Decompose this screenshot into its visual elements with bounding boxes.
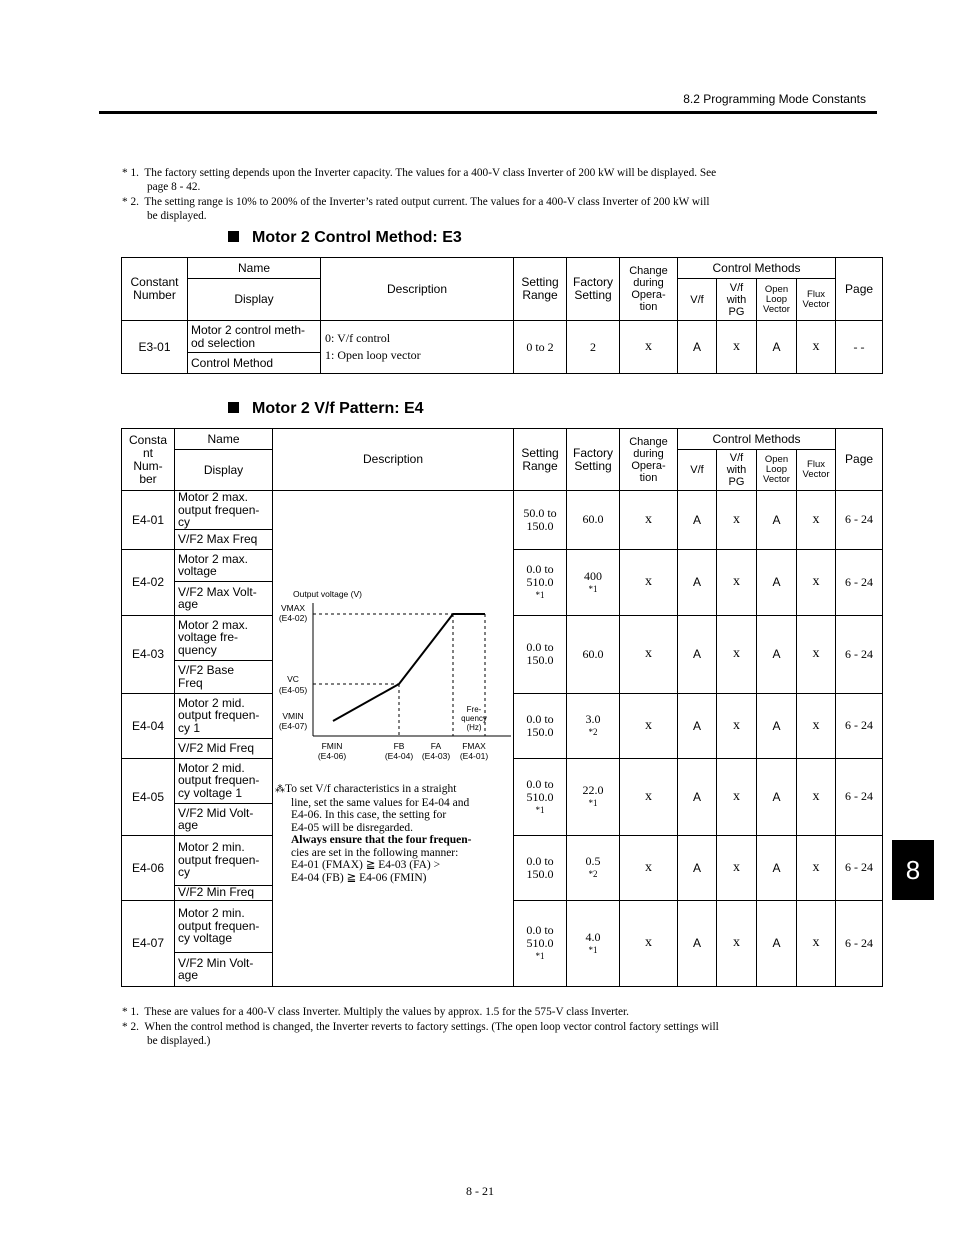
header-control-methods: Control Methods (678, 258, 836, 279)
fmin-ref: (E4-06) (317, 751, 347, 761)
setting-range: 0 to 2 (514, 321, 567, 374)
factory-setting: 0.5 *2 (567, 835, 620, 900)
header-open-loop-vector: Open Loop Vector (757, 450, 797, 491)
vmax-ref: (E4-02) (278, 613, 308, 623)
vmin-label: VMIN (282, 711, 304, 721)
setting-range: 50.0 to 150.0 (514, 491, 567, 550)
header-display: Display (188, 279, 321, 321)
constant-name: Motor 2 mid. output frequen- cy 1 (175, 693, 273, 738)
method-vf-pg: x (717, 693, 757, 758)
section-title-e3 (228, 229, 462, 247)
constant-display: V/F2 Min Freq (175, 885, 273, 900)
header-flux-vector: Flux Vector (797, 279, 836, 321)
header-vf-with-pg: V/f with PG (717, 450, 757, 491)
square-bullet-icon (228, 402, 239, 413)
constant-display: Control Method (188, 353, 321, 374)
method-flux: x (797, 758, 836, 835)
footnote-cont: page 8 - 42. (147, 181, 201, 193)
method-vf: A (678, 900, 717, 986)
table-row (122, 491, 883, 530)
footnote-cont: be displayed.) (147, 1035, 211, 1047)
method-open-loop: A (757, 758, 797, 835)
fmax-label: FMAX (462, 741, 486, 751)
constant-display: V/F2 Mid Volt- age (175, 803, 273, 835)
header-factory-setting: Factory Setting (567, 429, 620, 491)
fmin-label: FMIN (321, 741, 343, 751)
setting-range: 0.0 to 150.0 (514, 693, 567, 758)
e3-table (121, 257, 883, 374)
footnote-bottom-1 (122, 1005, 782, 1019)
note-line: line, set the same values for E4-04 and (291, 796, 470, 809)
footnote-text: The setting range is 10% to 200% of the Inverter’s rated output current. The values for a 400-V class Inverter of 200 kW will (144, 196, 710, 208)
constant-display: V/F2 Max Freq (175, 529, 273, 549)
fb-ref: (E4-04) (384, 751, 414, 761)
method-vf: A (678, 549, 717, 615)
footnote-ref: *2 (588, 727, 598, 737)
header-control-methods: Control Methods (678, 429, 836, 450)
setting-range: 0.0 to 510.0 *1 (514, 549, 567, 615)
note-line: E4-01 (FMAX) ≧ E4-03 (FA) > (291, 859, 441, 871)
method-flux: x (797, 321, 836, 374)
freq-label-3: (Hz) (466, 723, 482, 732)
setting-range: 0.0 to 510.0 *1 (514, 758, 567, 835)
constant-number: E4-02 (122, 549, 175, 615)
change-during-operation: x (620, 321, 678, 374)
page-ref: - - (836, 321, 883, 374)
note-line: E4-06. In this case, the setting for (291, 809, 447, 821)
fb-label: FB (393, 741, 405, 751)
header-rule (99, 111, 877, 114)
method-open-loop: A (757, 835, 797, 900)
page-ref: 6 - 24 (836, 615, 883, 693)
section-title-e4 (228, 400, 424, 418)
factory-setting: 60.0 (567, 491, 620, 550)
freq-label-1: Fre- (466, 705, 482, 714)
constant-description: 0: V/f control 1: Open loop vector (321, 321, 514, 374)
header-setting-range: Setting Range (514, 429, 567, 491)
header-vf: V/f (678, 450, 717, 491)
change-during-operation: x (620, 549, 678, 615)
header-page: Page (836, 258, 883, 321)
change-during-operation: x (620, 835, 678, 900)
method-open-loop: A (757, 693, 797, 758)
footnote-mark: * 1. (122, 1006, 139, 1018)
header-description: Description (273, 429, 514, 491)
vmax-label: VMAX (280, 603, 306, 613)
footnote-text: The factory setting depends upon the Inverter capacity. The values for a 400-V class Inverter of 200 kW will be displayed. See (144, 167, 717, 179)
square-bullet-icon (228, 231, 239, 242)
change-during-operation: x (620, 758, 678, 835)
method-vf-pg: x (717, 491, 757, 550)
method-open-loop: A (757, 549, 797, 615)
header-description: Description (321, 258, 514, 321)
footnote-top-1 (122, 166, 782, 194)
header-factory-setting: Factory Setting (567, 258, 620, 321)
change-during-operation: x (620, 900, 678, 986)
page-ref: 6 - 24 (836, 491, 883, 550)
constant-number: E4-03 (122, 615, 175, 693)
footnote-ref: *2 (588, 869, 598, 879)
constant-display: V/F2 Max Volt- age (175, 581, 273, 615)
constant-number: E4-05 (122, 758, 175, 835)
footnote-ref: *1 (588, 583, 598, 594)
factory-setting: 4.0 *1 (567, 900, 620, 986)
method-vf-pg: x (717, 835, 757, 900)
chapter-tab: 8 (892, 840, 934, 900)
method-vf: A (678, 693, 717, 758)
setting-range: 0.0 to 150.0 (514, 835, 567, 900)
method-open-loop: A (757, 321, 797, 374)
header-open-loop-vector: Open Loop Vector (757, 279, 797, 321)
header-vf: V/f (678, 279, 717, 321)
method-vf-pg: x (717, 900, 757, 986)
section-title-text: Motor 2 V/f Pattern: E4 (252, 400, 424, 417)
factory-setting: 2 (567, 321, 620, 374)
footnote-ref: *1 (535, 804, 545, 815)
setting-range: 0.0 to 150.0 (514, 615, 567, 693)
vf-curve (333, 614, 485, 721)
constant-display: V/F2 Mid Freq (175, 738, 273, 758)
footnote-top-2 (122, 195, 782, 223)
page-ref: 6 - 24 (836, 900, 883, 986)
constant-name: Motor 2 max. output frequen- cy (175, 491, 273, 530)
change-during-operation: x (620, 615, 678, 693)
method-open-loop: A (757, 615, 797, 693)
note-line: Always ensure that the four frequen- (291, 834, 472, 846)
e4-table (121, 428, 883, 987)
method-vf-pg: x (717, 758, 757, 835)
method-vf: A (678, 321, 717, 374)
constant-name: Motor 2 max. voltage (175, 549, 273, 581)
change-during-operation: x (620, 693, 678, 758)
constant-number: E4-06 (122, 835, 175, 900)
constant-number: E4-01 (122, 491, 175, 550)
header-name: Name (188, 258, 321, 279)
footnote-ref: *1 (588, 944, 598, 955)
page-ref: 6 - 24 (836, 693, 883, 758)
setting-range: 0.0 to 510.0 *1 (514, 900, 567, 986)
method-vf-pg: x (717, 549, 757, 615)
method-flux: x (797, 615, 836, 693)
header-vf-with-pg: V/f with PG (717, 279, 757, 321)
footnote-ref: *1 (588, 798, 598, 808)
method-flux: x (797, 491, 836, 550)
fa-label: FA (430, 741, 442, 751)
method-vf-pg: x (717, 615, 757, 693)
constant-description (273, 491, 514, 987)
vc-ref: (E4-05) (278, 685, 308, 695)
constant-name: Motor 2 mid. output frequen- cy voltage 1 (175, 758, 273, 803)
header-change-during-operation: Change during Opera- tion (620, 258, 678, 321)
note-icon: ⁂ (275, 784, 285, 795)
footnote-ref: *1 (535, 951, 545, 961)
header-name: Name (175, 429, 273, 450)
method-flux: x (797, 900, 836, 986)
constant-number: E3-01 (122, 321, 188, 374)
footnote-mark: * 2. (122, 1021, 139, 1033)
page-ref: 6 - 24 (836, 549, 883, 615)
method-vf: A (678, 491, 717, 550)
note-line: E4-04 (FB) ≧ E4-06 (FMIN) (291, 871, 427, 884)
fmax-ref: (E4-01) (459, 751, 489, 761)
constant-name: Motor 2 min. output frequen- cy voltage (175, 900, 273, 952)
footnote-ref: *1 (535, 590, 545, 600)
fa-ref: (E4-03) (421, 751, 451, 761)
header-constant-number: Consta nt Num- ber (122, 429, 175, 491)
method-flux: x (797, 835, 836, 900)
method-vf: A (678, 835, 717, 900)
footnote-mark: * 1. (122, 167, 139, 179)
page-ref: 6 - 24 (836, 835, 883, 900)
running-header: 8.2 Programming Mode Constants (683, 92, 866, 106)
constant-number: E4-07 (122, 900, 175, 986)
header-page: Page (836, 429, 883, 491)
footnote-mark: * 2. (122, 196, 139, 208)
method-vf: A (678, 758, 717, 835)
constant-name: Motor 2 control meth- od selection (188, 321, 321, 353)
method-flux: x (797, 693, 836, 758)
note-line: E4-05 will be disregarded. (291, 821, 413, 834)
header-change-during-operation: Change during Opera- tion (620, 429, 678, 491)
footnote-text: When the control method is changed, the Inverter reverts to factory settings. (The open loop vector control factory settings will (144, 1021, 719, 1033)
constant-display: V/F2 Base Freq (175, 660, 273, 693)
method-vf-pg: x (717, 321, 757, 374)
vf-setting-note (275, 783, 505, 884)
page-number: 8 - 21 (466, 1184, 494, 1198)
constant-name: Motor 2 max. voltage fre- quency (175, 615, 273, 660)
factory-setting: 22.0 *1 (567, 758, 620, 835)
footnote-cont: be displayed. (147, 210, 207, 222)
note-line: ⁂To set V/f characteristics in a straight (275, 783, 457, 795)
header-display: Display (175, 450, 273, 491)
page-ref: 6 - 24 (836, 758, 883, 835)
method-open-loop: A (757, 900, 797, 986)
constant-display: V/F2 Min Volt- age (175, 952, 273, 986)
method-vf: A (678, 615, 717, 693)
section-title-text: Motor 2 Control Method: E3 (252, 229, 462, 246)
header-constant-number: Constant Number (122, 258, 188, 321)
method-open-loop: A (757, 491, 797, 550)
header-setting-range: Setting Range (514, 258, 567, 321)
footnote-text: These are values for a 400-V class Inverter. Multiply the values by approx. 1.5 for the 575-V class Inverter. (144, 1006, 629, 1018)
method-flux: x (797, 549, 836, 615)
footnote-bottom-2 (122, 1020, 782, 1048)
header-flux-vector: Flux Vector (797, 450, 836, 491)
vf-pattern-diagram (273, 491, 514, 961)
note-line: cies are set in the following manner: (291, 846, 459, 859)
vmin-ref: (E4-07) (278, 721, 308, 731)
freq-label-2: quency (461, 714, 487, 723)
change-during-operation: x (620, 491, 678, 550)
constant-number: E4-04 (122, 693, 175, 758)
factory-setting: 60.0 (567, 615, 620, 693)
constant-name: Motor 2 min. output frequen- cy (175, 835, 273, 885)
vc-label: VC (287, 674, 299, 684)
y-axis-label: Output voltage (V) (293, 589, 362, 599)
factory-setting: 3.0 *2 (567, 693, 620, 758)
factory-setting: 400 *1 (567, 549, 620, 615)
